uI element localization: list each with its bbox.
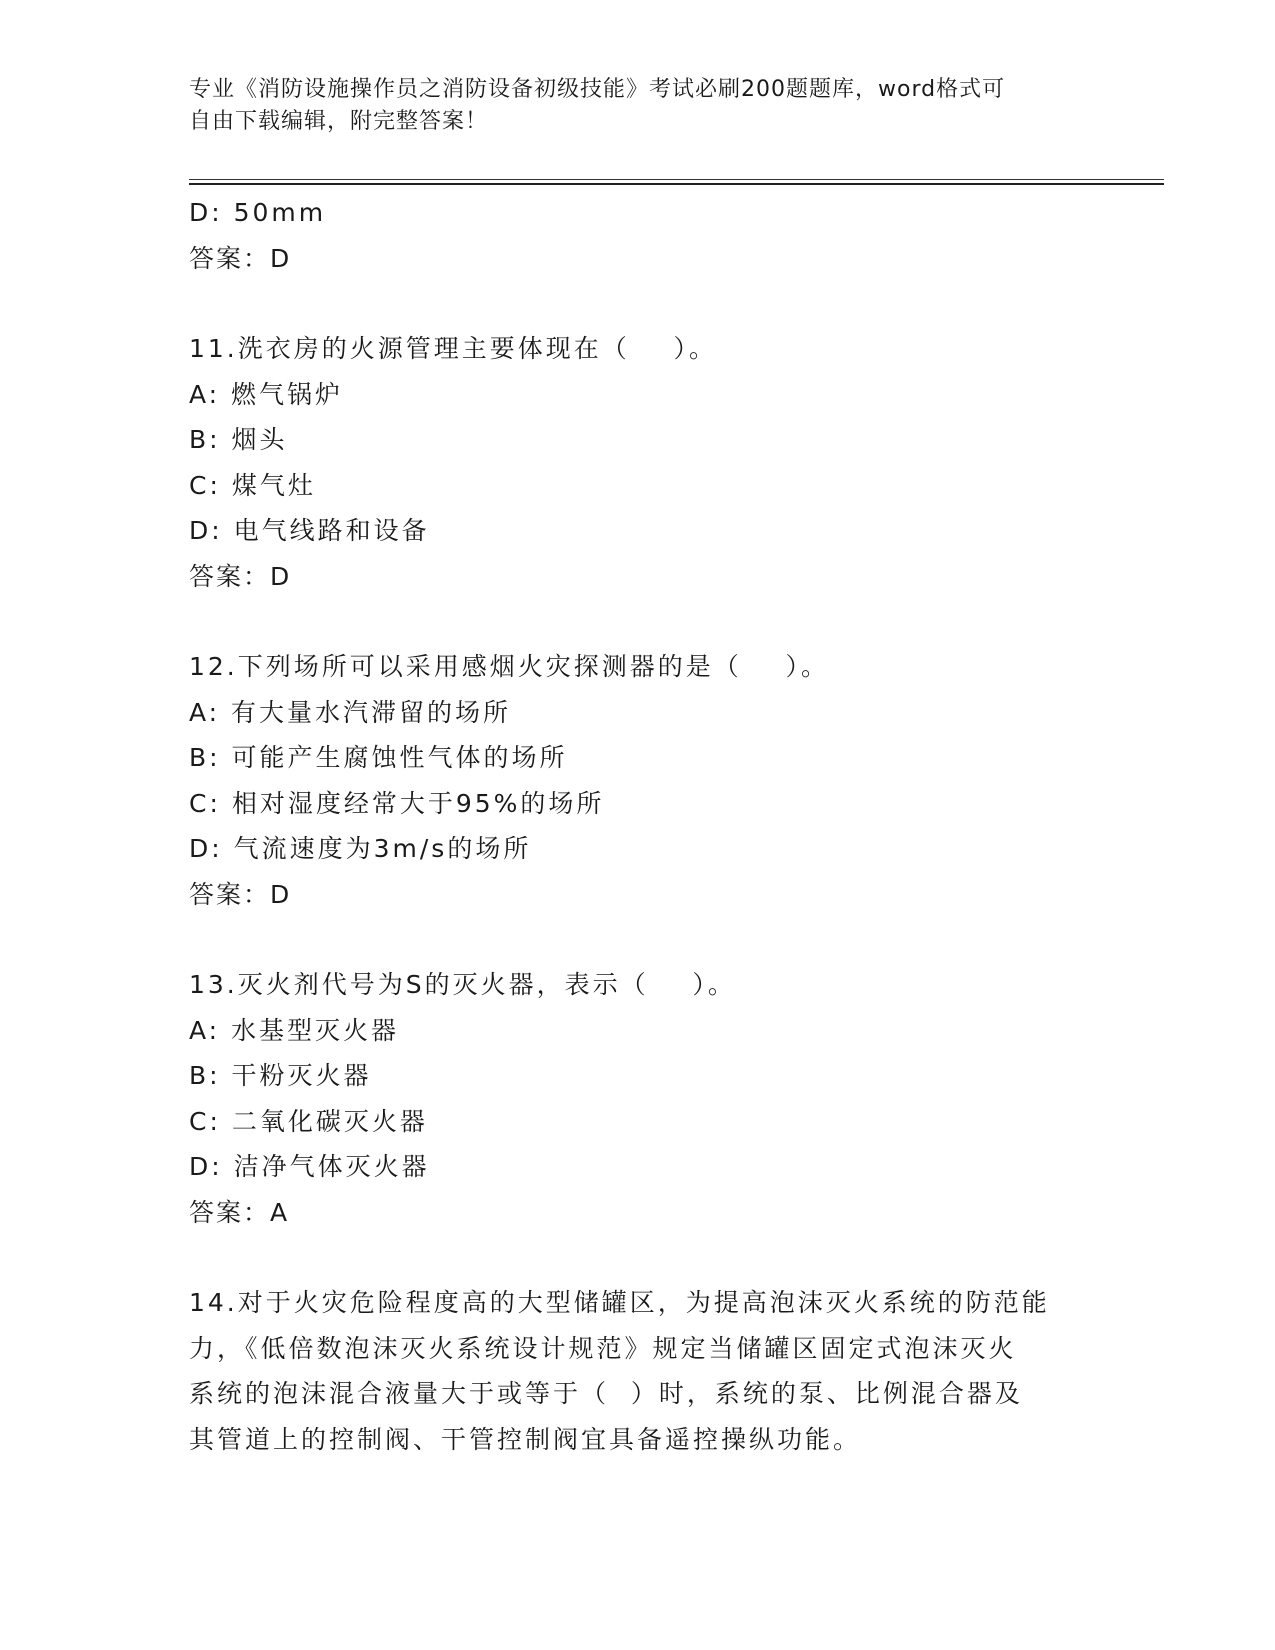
- question-stem-line-3: 系统的泡沫混合液量大于或等于（ ）时，系统的泵、比例混合器及: [189, 1379, 1023, 1408]
- question-list: [189, 190, 1089, 1462]
- option-d: D: 50mm: [189, 198, 327, 227]
- question-block-14: [189, 1280, 1089, 1462]
- option-a: A: 有大量水汽滞留的场所: [189, 697, 512, 727]
- spacer: [189, 281, 1089, 326]
- answer-line: 答案：D: [189, 561, 292, 591]
- option-b: B: 烟头: [189, 425, 288, 454]
- option-a: A: 水基型灭火器: [189, 1015, 400, 1045]
- question-block-13: [189, 962, 1089, 1235]
- option-b: B: 可能产生腐蚀性气体的场所: [189, 743, 568, 772]
- option-d: D: 电气线路和设备: [189, 516, 430, 545]
- question-block-11: [189, 326, 1089, 599]
- document-header: [189, 74, 1089, 138]
- answer-line: 答案：D: [189, 243, 292, 273]
- option-b: B: 干粉灭火器: [189, 1061, 372, 1090]
- question-stem: 13.灭火剂代号为S的灭火器，表示（ ）。: [189, 970, 736, 999]
- header-divider-thin: [189, 179, 1164, 180]
- question-stem-line-1: 14.对于火灾危险程度高的大型储罐区，为提高泡沫灭火系统的防范能: [189, 1288, 1050, 1317]
- option-d: D: 气流速度为3m/s的场所: [189, 834, 532, 863]
- answer-line: 答案：A: [189, 1197, 290, 1227]
- header-line-1: 专业《消防设施操作员之消防设备初级技能》考试必刷200题题库，word格式可: [189, 77, 1006, 102]
- question-block-12: [189, 644, 1089, 917]
- question-stem-line-4: 其管道上的控制阀、干管控制阀宜具备遥控操纵功能。: [189, 1424, 862, 1454]
- spacer: [189, 1235, 1089, 1280]
- option-c: C: 煤气灶: [189, 470, 316, 500]
- question-stem: 11.洗衣房的火源管理主要体现在（ ）。: [189, 334, 718, 363]
- spacer: [189, 599, 1089, 644]
- option-c: C: 相对湿度经常大于95%的场所: [189, 788, 605, 818]
- question-stem: 12.下列场所可以采用感烟火灾探测器的是（ ）。: [189, 652, 830, 681]
- option-c: C: 二氧化碳灭火器: [189, 1106, 428, 1136]
- header-divider-thick: [189, 183, 1164, 185]
- spacer: [189, 917, 1089, 962]
- question-stem-line-2: 力，《低倍数泡沫灭火系统设计规范》规定当储罐区固定式泡沫灭火: [189, 1333, 1017, 1363]
- header-line-2: 自由下载编辑，附完整答案！: [189, 109, 489, 134]
- answer-line: 答案：D: [189, 879, 292, 909]
- option-d: D: 洁净气体灭火器: [189, 1152, 430, 1181]
- option-a: A: 燃气锅炉: [189, 379, 344, 409]
